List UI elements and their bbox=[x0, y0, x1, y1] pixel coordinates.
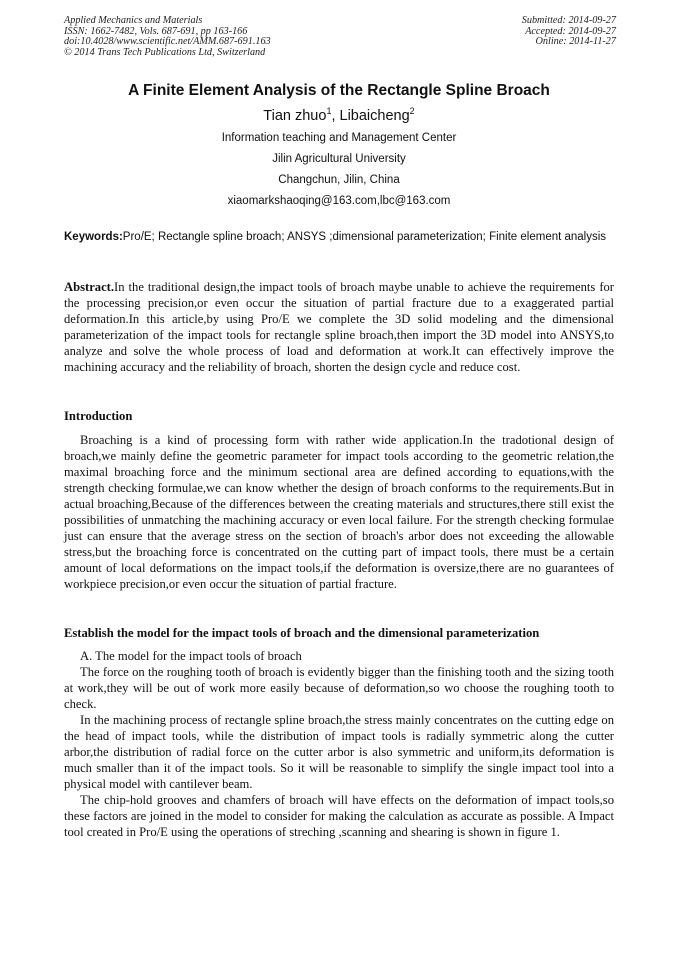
subsection-a-heading: A. The model for the impact tools of broach bbox=[80, 649, 302, 663]
affiliation-line-1: Information teaching and Management Center bbox=[221, 132, 457, 144]
keywords bbox=[64, 230, 614, 245]
author-1-affil-mark: 1 bbox=[326, 106, 332, 116]
abstract bbox=[64, 279, 614, 375]
doi-line: doi:10.4028/www.scientific.net/AMM.687-691.163 bbox=[64, 36, 271, 48]
keywords-text: Pro/E; Rectangle spline broach; ANSYS ;dimensional parameterization; Finite element analysis bbox=[122, 231, 607, 243]
affiliation-line-3: Changchun, Jilin, China bbox=[278, 174, 400, 186]
abstract-text: In the traditional design,the impact tools of broach maybe unable to achieve the requirements for the processing precision,or even occur the situation of partial fracture due to a exaggerated partial deformation.In this article,by using Pro/E we complete the 3D solid modeling and the dimensional parameterization of the impact tools for rectangle spline broach,then import the 3D model into ANSYS,to analyze and solve the whole process of load and deformation at work.It can effectively improve the machining accuracy and the reliability of broach, shorten the design cycle and reduce cost. bbox=[64, 280, 614, 374]
author-separator: , bbox=[331, 107, 340, 124]
author-1: Tian zhuo bbox=[263, 107, 327, 124]
submitted-date: Submitted: 2014-09-27 bbox=[521, 15, 616, 26]
section-2-heading: Establish the model for the impact tools of broach and the dimensional parameterization bbox=[64, 626, 540, 640]
issn-line: ISSN: 1662-7482, Vols. 687-691, pp 163-166 bbox=[64, 25, 248, 37]
paper-title: A Finite Element Analysis of the Rectangle Spline Broach bbox=[128, 82, 550, 99]
accepted-date: Accepted: 2014-09-27 bbox=[525, 25, 616, 37]
introduction-heading: Introduction bbox=[64, 409, 133, 423]
introduction-body bbox=[64, 432, 614, 592]
journal-header-right bbox=[522, 16, 616, 48]
author-email: xiaomarkshaoqing@163.com,lbc@163.com bbox=[227, 195, 451, 207]
author-2-affil-mark: 2 bbox=[409, 106, 415, 116]
copyright-line: © 2014 Trans Tech Publications Ltd, Switzerland bbox=[64, 46, 266, 58]
abstract-label: Abstract. bbox=[64, 280, 115, 294]
section-2-body bbox=[64, 648, 614, 840]
journal-name: Applied Mechanics and Materials bbox=[64, 15, 203, 26]
author-2: Libaicheng bbox=[339, 107, 410, 124]
affiliation-line-2: Jilin Agricultural University bbox=[272, 153, 406, 165]
online-date: Online: 2014-11-27 bbox=[535, 36, 616, 48]
section-2-paragraph-2: In the machining process of rectangle spline broach,the stress mainly concentrates on the cutting edge on the head of impact tools, while the distribution of impact tools is radially symmetric along the cutter arbor,the distribution of radial force on the cutter arbor is also symmetric and uniform,its deformation is much smaller than it of the impact tools. So it will be reasonable to simplify the single impact tool into a physical model with cantilever beam. bbox=[64, 713, 614, 791]
section-2-paragraph-3: The chip-hold grooves and chamfers of broach will have effects on the deformation of impact tools,so these factors are joined in the model to consider for making the calculation as accurate as possible. A Impact tool created in Pro/E using the operations of streching ,scanning and shearing is shown in figure 1. bbox=[64, 793, 614, 839]
section-2-paragraph-1: The force on the roughing tooth of broach is evidently bigger than the finishing tooth and the sizing tooth at work,they will be out of work more easily because of deformation,so wo choose the roughing tooth to check. bbox=[64, 665, 614, 711]
author-line bbox=[0, 106, 678, 124]
journal-header-left bbox=[64, 16, 271, 58]
introduction-paragraph: Broaching is a kind of processing form with rather wide application.In the tradotional design of broach,we mainly define the geometric parameter for impact tools according to the geometric relation,the maximal broaching force and the minimum sectional area are defined according to equations,with the strength checking formulae,we can know whether the design of broach conforms to the requirements.But in actual broaching,Because of the differences between the creating materials and structures,there still exist the possibilities of unmatching the machining accuracy or even local failure. For the strength checking formulae just can ensure that the average stress on the section of broach's arbor does not exceeding the allowable stress,but the broaching force is concentrated on the cutting part of impact tools, there must be a certain amount of local deformations on the impact tools,if the deformation is oversize,there are no guarantees of workpiece precision,or even occur the situation of partial fracture. bbox=[64, 433, 614, 591]
keywords-label: Keywords: bbox=[64, 231, 123, 243]
